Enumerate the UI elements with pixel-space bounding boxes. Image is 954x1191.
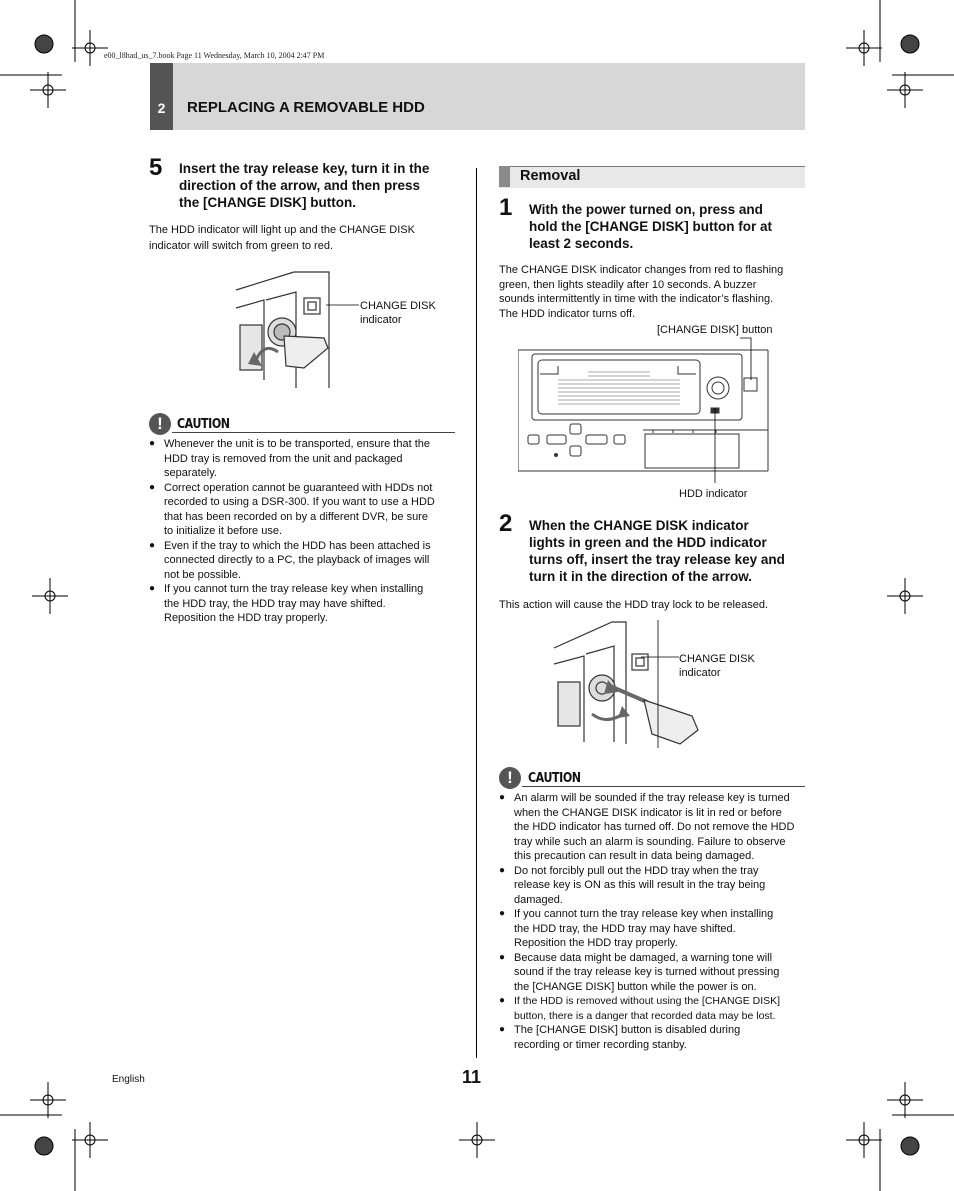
body-line: The HDD indicator will light up and the CHANGE DISK bbox=[149, 224, 415, 236]
print-info: e00_l8had_us_7.book Page 11 Wednesday, March 10, 2004 2:47 PM bbox=[104, 51, 325, 60]
callout-line-2: indicator bbox=[360, 314, 402, 326]
caution-label: CAUTION bbox=[177, 417, 230, 432]
removal-heading: Removal bbox=[520, 168, 581, 184]
list-item: ● Whenever the unit is to be transported, ensure that the HDD tray is removed from the unit and packaged separately. bbox=[149, 437, 459, 481]
caution-icon: ! bbox=[499, 767, 521, 789]
callout-line-1: CHANGE DISK bbox=[360, 300, 436, 312]
caution-icon: ! bbox=[149, 413, 171, 435]
list-item: ● If you cannot turn the tray release key when installing the HDD tray, the HDD tray may have shifted. Reposition the HDD tray properly. bbox=[499, 907, 809, 951]
chapter-box bbox=[150, 63, 173, 130]
figure-leader-lines bbox=[700, 328, 770, 498]
callout-line bbox=[641, 652, 681, 662]
step-1-number: 1 bbox=[499, 194, 513, 221]
figure-frame-line bbox=[656, 620, 660, 750]
caution-rule bbox=[172, 432, 455, 433]
step-5-text bbox=[179, 160, 429, 211]
footer-language: English bbox=[112, 1074, 145, 1085]
left-caution-list bbox=[149, 437, 459, 626]
list-item: ● If you cannot turn the tray release key when installing the HDD tray, the HDD tray may have shifted. Reposition the HDD tray properly. bbox=[149, 582, 459, 626]
removal-heading-marker bbox=[499, 166, 510, 187]
header-band bbox=[150, 63, 805, 130]
step-5-body bbox=[149, 222, 415, 254]
caution-rule bbox=[522, 786, 805, 787]
list-item: ● Because data might be damaged, a warning tone will sound if the tray release key is turned without pressing the [CHANGE DISK] button while the power is on. bbox=[499, 951, 809, 995]
key-release-illustration bbox=[552, 618, 702, 746]
caution-label: CAUTION bbox=[528, 771, 581, 786]
column-divider bbox=[476, 168, 477, 1058]
step-2-body: This action will cause the HDD tray lock to be released. bbox=[499, 599, 769, 611]
step-1-body: The CHANGE DISK indicator changes from red to flashing green, then lights steadily after 10 seconds. A buzzer sounds intermittently in time with the indicator’s flashing. The HDD indicator turns off. bbox=[499, 264, 784, 320]
list-item: ● An alarm will be sounded if the tray release key is turned when the CHANGE DISK indicator is lit in red or before the HDD indicator has turned off. Do not remove the HDD tray while such an alarm is sounding. Failure to observe this precaution can result in data being damaged. bbox=[499, 791, 809, 864]
key-insert-illustration bbox=[234, 270, 354, 392]
list-item: ● Even if the tray to which the HDD has been attached is connected directly to a PC, the playback of images will not be possible. bbox=[149, 539, 459, 583]
callout-line bbox=[326, 300, 362, 310]
change-disk-button-callout: [CHANGE DISK] button bbox=[657, 324, 773, 336]
page-title: REPLACING A REMOVABLE HDD bbox=[187, 99, 425, 116]
step-5-line: Insert the tray release key, turn it in the bbox=[179, 161, 430, 176]
change-disk-indicator-callout bbox=[360, 299, 436, 327]
page-number: 11 bbox=[462, 1067, 482, 1087]
step-5-line: direction of the arrow, and then press bbox=[179, 178, 421, 193]
list-item: ● The [CHANGE DISK] button is disabled during recording or timer recording stanby. bbox=[499, 1023, 809, 1052]
list-item: ● Do not forcibly pull out the HDD tray when the tray release key is ON as this will result in the tray being damaged. bbox=[499, 864, 809, 908]
list-item: ● Correct operation cannot be guaranteed with HDDs not recorded to using a DSR-300. If you want to use a HDD that has been recorded on by a different DVR, be sure to initialize it before use. bbox=[149, 481, 459, 539]
step-5-number: 5 bbox=[149, 154, 163, 181]
step-1-text: With the power turned on, press and hold the [CHANGE DISK] button for at least 2 seconds. bbox=[529, 202, 772, 251]
list-item: ● If the HDD is removed without using the [CHANGE DISK] button, there is a danger that recorded data may be lost. bbox=[499, 994, 809, 1023]
step-5-line: the [CHANGE DISK] button. bbox=[179, 195, 356, 210]
step-2-text: When the CHANGE DISK indicator lights in green and the HDD indicator turns off, insert the tray release key and turn it in the direction of the arrow. bbox=[529, 518, 785, 584]
right-caution-list bbox=[499, 791, 809, 1052]
hdd-indicator-callout: HDD indicator bbox=[679, 488, 748, 500]
chapter-number: 2 bbox=[157, 100, 166, 116]
step-2-number: 2 bbox=[499, 510, 513, 537]
change-disk-indicator-callout-2: CHANGE DISK indicator bbox=[679, 653, 755, 679]
body-line: indicator will switch from green to red. bbox=[149, 240, 334, 252]
